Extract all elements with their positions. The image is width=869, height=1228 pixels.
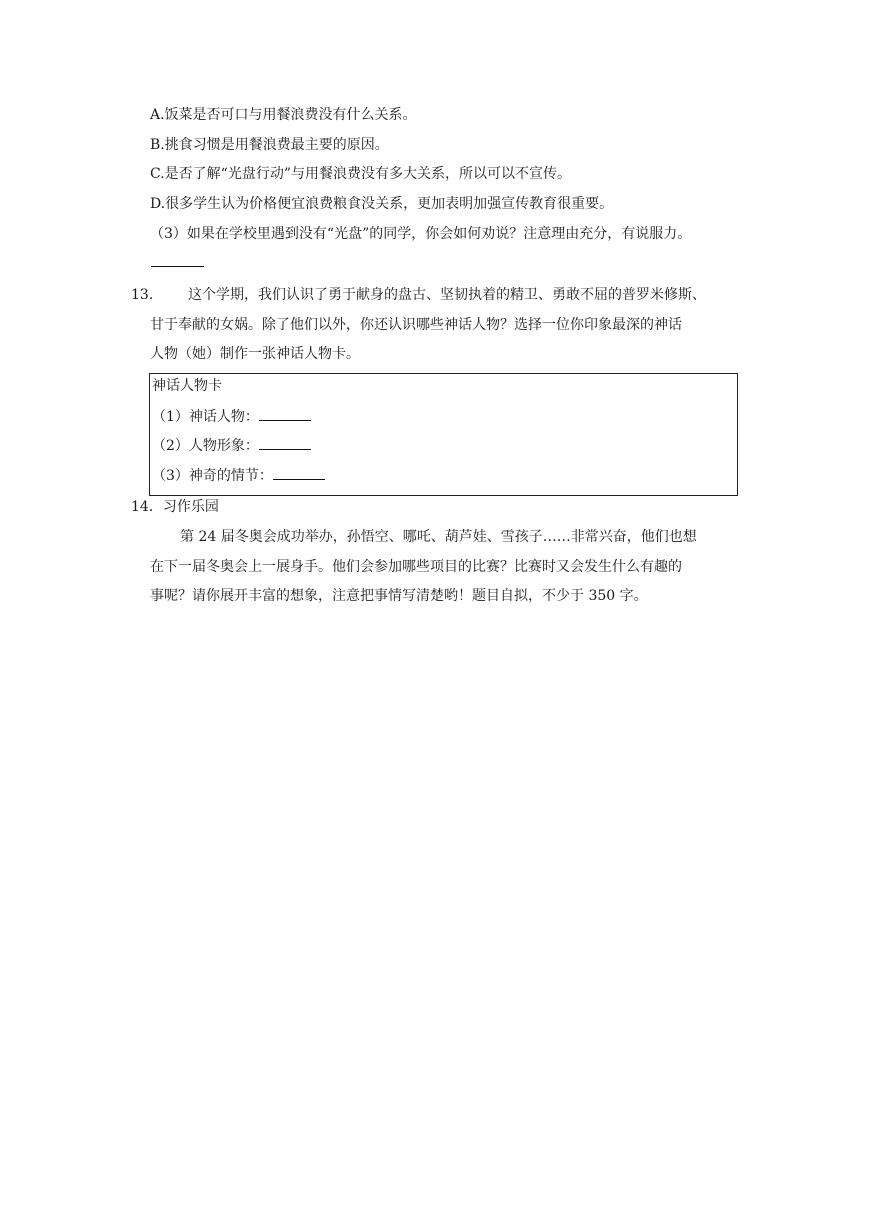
- card-item-plot-blank: [273, 465, 325, 480]
- question-13-number: 13.: [131, 287, 154, 303]
- option-b: B.挑食习惯是用餐浪费最主要的原因。: [150, 137, 389, 153]
- answer-blank: [151, 252, 204, 272]
- card-item-character: [152, 406, 311, 426]
- question-14-line-1: 第 24 届冬奥会成功举办，孙悟空、哪吒、葫芦娃、雪孩子……非常兴奋，他们也想: [180, 529, 697, 545]
- card-item-image: [152, 435, 311, 455]
- question-14-heading: 14．习作乐园: [131, 499, 219, 515]
- card-title: 神话人物卡: [152, 378, 222, 394]
- option-a: A.饭菜是否可口与用餐浪费没有什么关系。: [150, 107, 417, 123]
- card-item-plot: [152, 465, 325, 485]
- card-item-character-blank: [259, 406, 311, 421]
- card-item-image-label: （2）人物形象：: [152, 438, 259, 454]
- question-13-line-1: 这个学期，我们认识了勇于献身的盘古、坚韧执着的精卫、勇敢不屈的普罗米修斯、: [188, 287, 706, 303]
- card-item-image-blank: [259, 435, 311, 450]
- question-14-line-3: 事呢？请你展开丰富的想象，注意把事情写清楚哟！题目自拟，不少于 350 字。: [150, 588, 648, 604]
- option-c: C.是否了解“光盘行动”与用餐浪费没有多大关系，所以可以不宣传。: [150, 166, 571, 182]
- answer-blank-line: [151, 252, 204, 267]
- option-d: D.很多学生认为价格便宜浪费粮食没关系，更加表明加强宣传教育很重要。: [150, 196, 614, 212]
- question-13-line-2: 甘于奉献的女娲。除了他们以外，你还认识哪些神话人物？选择一位你印象最深的神话: [150, 317, 682, 333]
- question-13-line-3: 人物（她）制作一张神话人物卡。: [150, 346, 360, 362]
- myth-character-card: [149, 373, 738, 496]
- card-item-plot-label: （3）神奇的情节：: [152, 468, 273, 484]
- card-item-character-label: （1）神话人物：: [152, 409, 259, 425]
- question-14-line-2: 在下一届冬奥会上一展身手。他们会参加哪些项目的比赛？比赛时又会发生什么有趣的: [150, 559, 682, 575]
- sub-question-3: （3）如果在学校里遇到没有“光盘”的同学，你会如何劝说？注意理由充分，有说服力。: [150, 226, 692, 242]
